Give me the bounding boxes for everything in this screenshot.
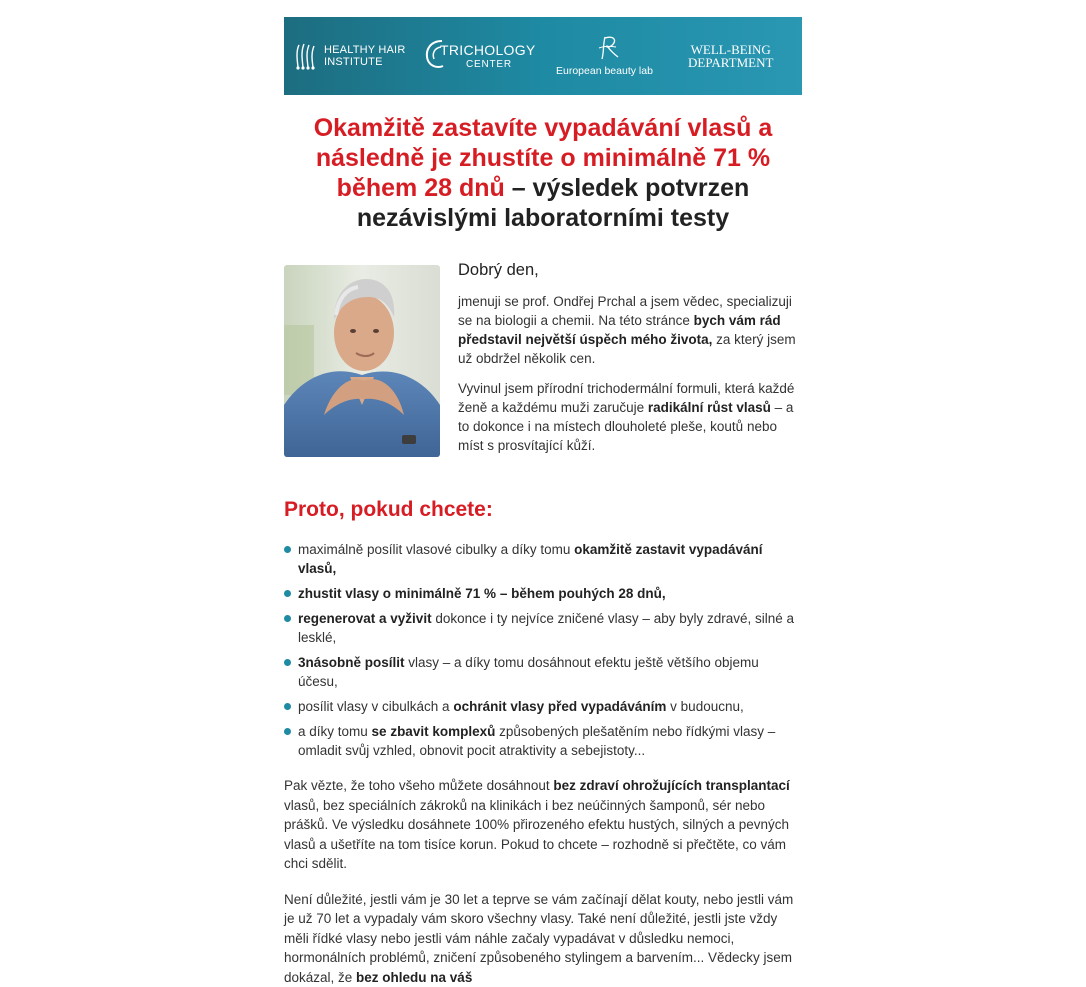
list-item — [284, 609, 802, 647]
para1-bold: bez zdraví ohrožujících transplantací — [553, 778, 789, 793]
para2-bold: bez ohledu na váš — [356, 970, 472, 985]
bullet-bold: zhustit vlasy o minimálně 71 % – během pouhých 28 dnů, — [298, 586, 666, 601]
bullet-text-end: v budoucnu, — [666, 699, 743, 714]
list-item — [284, 540, 802, 578]
bullet-bold: okamžitě zastavit vypadávání vlasů, — [298, 542, 762, 576]
body-paragraph-1 — [284, 776, 802, 874]
intro-paragraph-2 — [458, 379, 802, 455]
intro-p2-text-end: – a to dokonce i na místech dlouholeté pleše, koutů nebo míst s prosvítající kůží. — [458, 400, 793, 453]
article — [284, 17, 802, 987]
para1-text-end: vlasů, bez speciálních zákroků na klinikách i bez neúčinných šamponů, sér nebo prášků. Ve výsledku dosáhnete 100% přirozeného efektu hustých, silných a pevných vlasů a ušetříte na tom tisíce korun. Pokud to chcete – rozhodně si přečtěte, co vám chci sdělit. — [284, 798, 789, 872]
para2-text: Není důležité, jestli vám je 30 let a teprve se vám začínají dělat kouty, nebo jestli vám je už 70 let a vypadaly vám skoro všechny vlasy. Také není důležité, jestli jste vždy měli řídké vlasy nebo jestli vám náhle začaly vypadávat v důsledku nemoci, hormonálních problémů, zničení způsobeného stylingem a barvením... Vědecky jsem dokázal, že — [284, 892, 793, 985]
hair-strands-icon — [294, 41, 320, 71]
logo1-line1: HEALTHY HAIR — [324, 44, 405, 56]
headline-rest: – výsledek potvrzen nezávislými laboratorními testy — [357, 174, 750, 232]
partner-logos-banner — [284, 17, 802, 95]
intro-paragraph-1 — [458, 292, 802, 368]
logo2-line1: TRICHOLOGY — [440, 42, 536, 58]
bullet-text-end: vlasy – a díky tomu dosáhnout efektu ještě většího objemu účesu, — [298, 655, 759, 689]
european-beauty-lab-logo — [554, 17, 664, 95]
logo4-line2: DEPARTMENT — [688, 56, 773, 69]
headline-highlight: Okamžitě zastavíte vypadávání vlasů a následně je zhustíte o minimálně 71 % během 28 dnů — [314, 114, 773, 202]
page-headline — [284, 113, 802, 233]
intro-p2-text: Vyvinul jsem přírodní trichodermální formuli, která každé ženě a každému muži zaručuje — [458, 381, 794, 415]
bullet-bold: se zbavit komplexů — [372, 724, 496, 739]
bullet-bold: 3násobně posílit — [298, 655, 405, 670]
bullet-bold: ochránit vlasy před vypadáváním — [453, 699, 666, 714]
greeting: Dobrý den, — [458, 258, 802, 282]
bullet-text: a díky tomu — [298, 724, 372, 739]
healthy-hair-institute-logo — [294, 17, 405, 95]
logo1-line2: INSTITUTE — [324, 56, 405, 68]
benefits-list — [284, 540, 802, 760]
monogram-icon — [596, 34, 622, 62]
trichology-center-logo — [424, 17, 536, 95]
body-paragraph-2 — [284, 890, 802, 987]
bullet-text-end: způsobených plešatěním nebo řídkými vlasy – omladit svůj vzhled, obnovit pocit atraktivity a sebejistoty... — [298, 724, 775, 758]
author-photo — [284, 265, 440, 457]
bullet-text: maximálně posílit vlasové cibulky a díky tomu — [298, 542, 574, 557]
list-item — [284, 697, 802, 716]
intro-p1-bold: bych vám rád představil největší úspěch mého života, — [458, 313, 781, 347]
list-item — [284, 653, 802, 691]
author-intro — [284, 265, 802, 470]
logo2-line2: CENTER — [466, 59, 512, 70]
intro-p1-text: jmenuji se prof. Ondřej Prchal a jsem vědec, specializuji se na biologii a chemii. Na této stránce — [458, 294, 792, 328]
logo3-text: European beauty lab — [556, 65, 653, 77]
intro-p2-bold: radikální růst vlasů — [648, 400, 771, 415]
logo4-line1: WELL-BEING — [688, 43, 773, 56]
list-item — [284, 722, 802, 760]
intro-p1-text-end: za který jsem už obdržel několik cen. — [458, 332, 796, 366]
bullet-bold: regenerovat a vyživit — [298, 611, 432, 626]
bullet-text-end: dokonce i ty nejvíce zničené vlasy – aby byly zdravé, silné a lesklé, — [298, 611, 794, 645]
well-being-department-logo — [688, 17, 773, 95]
intro-text — [458, 265, 802, 466]
bullet-text: posílit vlasy v cibulkách a — [298, 699, 453, 714]
section-title: Proto, pokud chcete: — [284, 497, 802, 523]
para1-text: Pak vězte, že toho všeho můžete dosáhnout — [284, 778, 553, 793]
list-item — [284, 584, 802, 603]
